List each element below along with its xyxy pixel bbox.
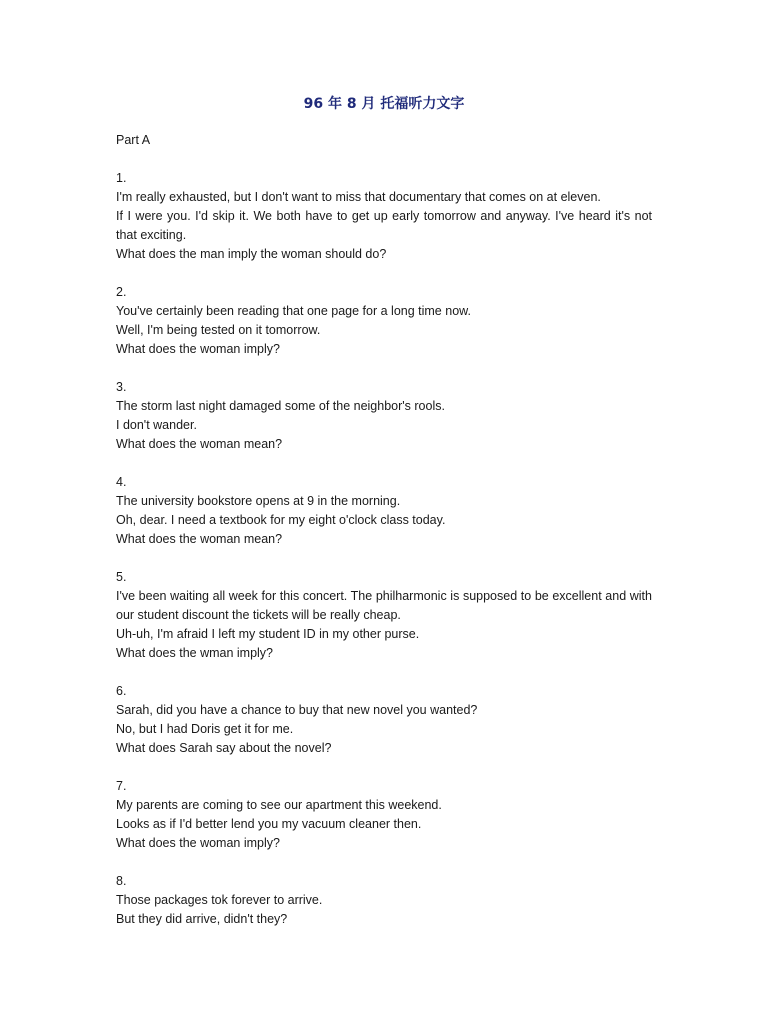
dialogue-line: Sarah, did you have a chance to buy that new novel you wanted? (116, 703, 478, 717)
page-title: 96 年 8 月 托福听力文字 (303, 96, 465, 112)
section-heading: Part A (116, 133, 151, 147)
question-number: 4. (116, 475, 127, 489)
document-body (116, 131, 652, 948)
dialogue-line: Looks as if I'd better lend you my vacuum cleaner then. (116, 817, 422, 831)
question-number: 2. (116, 285, 127, 299)
dialogue-line: The university bookstore opens at 9 in the morning. (116, 494, 401, 508)
dialogue-line: Uh-uh, I'm afraid I left my student ID in my other purse. (116, 627, 420, 641)
question-7 (116, 777, 652, 853)
question-prompt: What does the wman imply? (116, 646, 274, 660)
question-8 (116, 872, 652, 929)
question-3 (116, 378, 652, 454)
question-number: 6. (116, 684, 127, 698)
dialogue-line: Oh, dear. I need a textbook for my eight o'clock class today. (116, 513, 446, 527)
question-5 (116, 568, 652, 663)
question-number: 3. (116, 380, 127, 394)
dialogue-line: I'm really exhausted, but I don't want to miss that documentary that comes on at eleven. (116, 190, 601, 204)
question-1 (116, 169, 652, 264)
question-prompt: What does Sarah say about the novel? (116, 741, 332, 755)
question-number: 7. (116, 779, 127, 793)
question-number: 8. (116, 874, 127, 888)
question-4 (116, 473, 652, 549)
dialogue-line: If I were you. I'd skip it. We both have to get up early tomorrow and anyway. I've heard it's not that exciting. (116, 209, 652, 242)
dialogue-line: I don't wander. (116, 418, 197, 432)
question-number: 5. (116, 570, 127, 584)
dialogue-line: But they did arrive, didn't they? (116, 912, 288, 926)
question-2 (116, 283, 652, 359)
question-prompt: What does the woman mean? (116, 437, 283, 451)
question-6 (116, 682, 652, 758)
dialogue-line: Well, I'm being tested on it tomorrow. (116, 323, 321, 337)
dialogue-line: My parents are coming to see our apartment this weekend. (116, 798, 442, 812)
dialogue-line: The storm last night damaged some of the neighbor's rools. (116, 399, 445, 413)
question-prompt: What does the woman mean? (116, 532, 283, 546)
question-prompt: What does the woman imply? (116, 836, 280, 850)
dialogue-line: I've been waiting all week for this concert. The philharmonic is supposed to be excellent and with our student discount the tickets will be really cheap. (116, 589, 652, 622)
dialogue-line: No, but I had Doris get it for me. (116, 722, 294, 736)
question-prompt: What does the man imply the woman should do? (116, 247, 387, 261)
question-prompt: What does the woman imply? (116, 342, 280, 356)
dialogue-line: You've certainly been reading that one page for a long time now. (116, 304, 471, 318)
question-number: 1. (116, 171, 127, 185)
dialogue-line: Those packages tok forever to arrive. (116, 893, 323, 907)
